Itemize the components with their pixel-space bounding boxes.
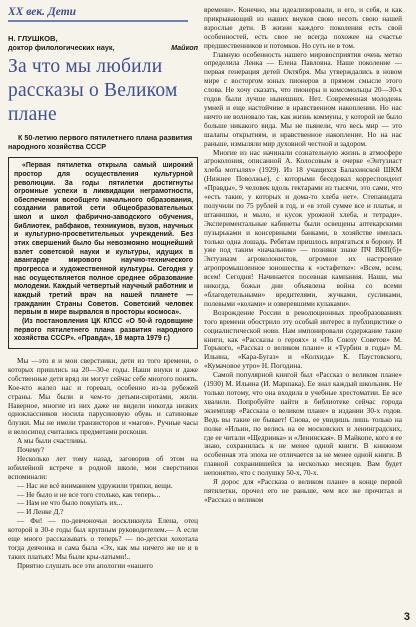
epigraph-source: (Из постановления ЦК КПСС «О 50-й годовщине первого пятилетнего плана развития народного хозяйства СССР». «Правда», 18 марта 1979 г.) — [14, 318, 193, 343]
paragraph: — Нас же всё вниманием удружили тряпки, вещи. — [17, 481, 173, 490]
paragraph: Главную особенность нашего мировосприятия очень метко определила Ленка — Елена Павловна. Наше поколение — первая генерация детей Октября. Мы утверждались в новом мире с восторгом юных пионеров в прямом смысле этого слова. Не хочу сказать, что пионеры и комсомольцы 20—30-х годов были лучше нынешних. Нет. Современная молодежь умней и еще настойчиве в нравственном накоплении. Но нас ничто не волновало так, как жизнь коммуны, у которой не было больше никакого вида. Мы не пьянели, что весь мир — это шалапы открытиям, и нравственное накопление. Но на нас раньше, измыляли мир духовной честной и задором. — [204, 50, 402, 148]
paragraph: времени». Конечно, мы идеализировали, и его, и себя, и как прикрывающий из наших внуков свою несоть свою нашей взрослые дети. В жизни каждого поколения есть свой особенностей, есть свое не всегда похожее на счастье предшественников и потомков. Но суть не в том. — [204, 6, 402, 50]
paragraph: Приятно слушать все эти апологии «нашего — [17, 561, 153, 570]
article-subtitle: К 50-летию первого пятилетнего плана развития народного хозяйства СССР — [8, 133, 193, 152]
paragraph: — И Ленке Д.? — [17, 508, 64, 517]
paragraph: Возрождение России в революционных преобразованиях того времени обострило эту особый интерес в публицистике о социалистической нови. Нам импонировали содержание такие книги, как «Рассказы о героях» и «По Союзу Советов» М. Горького, «Рассказ о великом плане» и «Турбин в годы» М. Ильина, «Кара-Бугаз» и «Колхида» К. Паустовского, «Кумачовое утро» Н. Погодина. — [204, 308, 402, 371]
paragraph: Несколько лет тому назад, заговорив об этом на юбилейной встрече в родной школе, мои сверстники вспоминали: — [8, 454, 198, 481]
article-title: За что мы любили рассказы о Великом плане — [8, 56, 178, 126]
paragraph: — Не было и не все того столько, как теперь... — [17, 490, 161, 499]
epigraph-box — [8, 157, 198, 349]
paragraph: — Фи! — по-девчоночьи воскликнула Елена, отец которой в 30-е годы был крупным руководителем.— А если еще много рассказывать о теперь? — по-детски хохотала тогда девчонка и сама была «Эх, как мы ничего же не и в таких платьях! Мы были кры-латыми!.. — [8, 517, 198, 561]
author-degree: доктор филологических наук, — [8, 43, 115, 53]
paragraph: Многие из нас начинали сознательную жизнь в атмосфере агроколония, описанной А. Колосовым в очерке «Энтузиаст хлеба мотылях» (1929). Из 18 учащихся Балахинской ШКМ (Нижнее Поволжье), с которыми беседовал корреспондент «Правды», 9 человек вдоль гектарами из тысячи, это сами, что «есть такие, у которых и дома-то хлеба нет». Степанидата получили по 75 рублей в год, и «в этой сумме все и платья, и штанишки, и мыло, и кусок урожной хлеба, и тетради». Экспериментальные кабинеты были освещены аптекарскими пузырьками и консервными банками, в хозяйстве имелась только одна лошадь. Ребятам пришлось впрягаться в борону. И уже под таким «начальник» — позняки знаке ПЧ ВКП(б)» Энтузиазм агроколонистов, огромное их настроение агропромышленное юношества к «эстафетке»: «Всем, всем, всем! Сегодня! Начинается посевная кампания. Наши, мы никогда, божьи дни объявлена война со всеми «благодетельными» вредителями, жучками, сусликами, полевыми «колами» и озверевшими кулаками». — [204, 148, 402, 308]
author-city: Майкоп — [171, 43, 198, 53]
right-column — [204, 6, 402, 613]
author-name: Н. ГЛУШКОВ, — [8, 34, 58, 43]
paragraph: А мы были счастливы. — [17, 437, 87, 446]
paragraph: — Нам не что было покупать их... — [17, 499, 123, 508]
paragraph: Я дорос для «Рассказа о великом плане» в конце первой пятилетки, прочел его не раньше, чем все же прочитал и «Рассказ о великом — [204, 478, 402, 504]
epigraph-text: «Первая пятилетка открыла самый широкий простор для осуществления культурной революции. За годы пятилетки достигнуты огромные успехи в ликвидации неграмотности, обеспечении всеобщего начального образования, создании равитой сети общеобразовательных школ и школ фабрично-заводского обучения, библиотек, рабфаков, техникумов, вузов, научных и культурно-просветительных учреждений. Без этих свершений было бы невозможно мощнейший взлет советской науки и культуры, идущих в авангарде мирового научно-технического прогресса и художественной культуры. Сегодня у нас осуществляется полное среднее образование молодежи. Каждый четвертый научный работник и каждый третий врач на нашей планете — гражданин Страны Советов. Советский человек первым в мире вырвался в просторы космоса». — [14, 162, 193, 317]
paragraph: Мы —это я и мои сверстники, дети из того времени, о которых пришлись на 20—30-е годы. Наши внуки и даже собственные дети вряд ли могут сейчас себе многого понять. Кое-кто жалел нас и горевал, особенно из-за рубежей страны. Мы были в чем-то детьми-сиротами, жили. Наверное, многие из них даже не видели никогда низких одноклассников носила парусиновую обувь и сатиновые блузки. Мы не имели транзисторов и «магов». Ручные часы и велосипед считались предметами роскоши. — [8, 356, 198, 437]
left-column — [8, 6, 198, 613]
paragraph: Самой популярной книгой был «Рассказ о великом плане» (1930) М. Ильина (И. Маршака). Ее знал каждый школьник. Не только потому, что она входила в учебные хрестоматии. Ее все хвалили. Попробуйте найти в библиотеке сейчас города экземпляр «Рассказа о великом плане» в издании 30-х годов. Ведь вы такие не бывает! Снова, ее увидишь лишь только на полке «Ильин, по велись на ее московских и ленинградских, где ее читали «Щедринка» и «Ленинская». В Майкопе, кого я ее знаю, сохранилась к не менее одной книги. В книжном особенная эта эпоха не отличается за не менее одной книги. В главной сохранившейся за несколько месяцев. Вам будет непонятно, что с полушку 50-х, 70-х. — [204, 371, 402, 478]
author-credentials — [8, 43, 198, 52]
paragraph: Почему? — [17, 446, 44, 455]
section-header: XX век. Дети — [8, 6, 77, 18]
header-rule — [8, 20, 188, 22]
page-number: 3 — [403, 611, 410, 623]
right-body — [204, 6, 402, 505]
left-body — [8, 357, 198, 571]
